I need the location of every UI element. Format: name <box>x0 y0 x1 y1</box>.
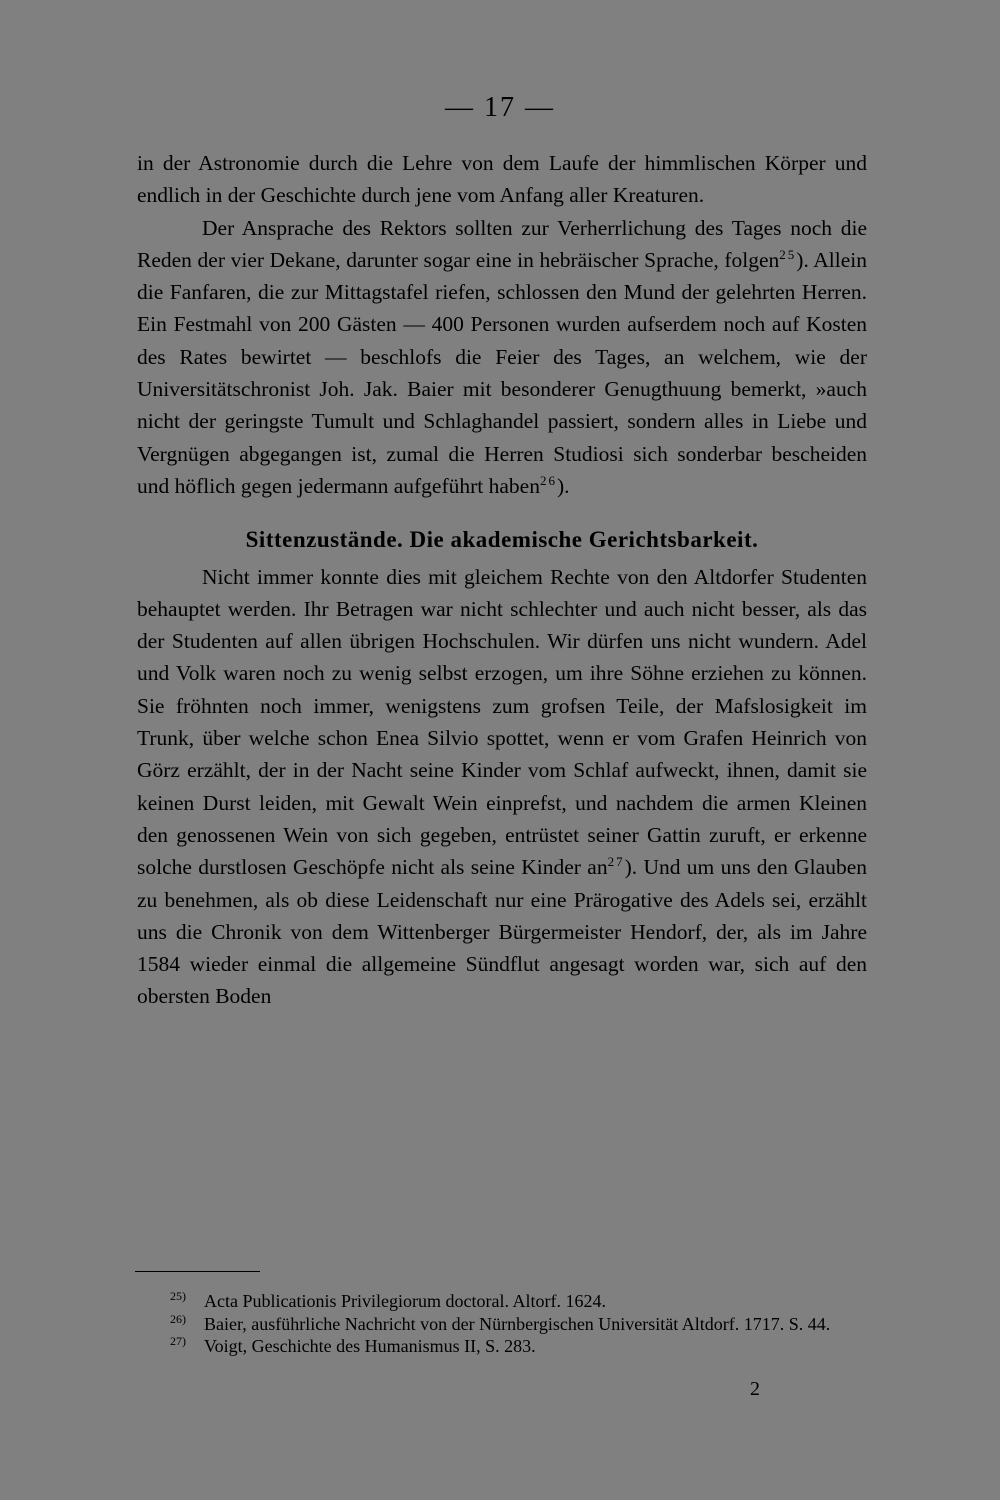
paragraph-rector-speech <box>137 212 867 503</box>
page-number: — 17 — <box>445 92 555 123</box>
paragraph-text: ). Und um uns den Glauben zu benehmen, als ob diese Leidenschaft nur eine Prärogative des Adels sei, erzählt uns die Chronik von dem Wittenberger Bürgermeister Hendorf, der, als im Jahre 1584 wieder einmal die allgemeine Sündflut angesagt worden war, sich auf den obersten Boden <box>137 855 867 1009</box>
paragraph-text: Nicht immer konnte dies mit gleichem Rechte von den Altdorfer Studenten behauptet werden. Ihr Betragen war nicht schlechter und auch nicht besser, als das der Studenten auf allen übrigen Hochschulen. Wir dürfen uns nicht wundern. Adel und Volk waren noch zu wenig selbst erzogen, um ihre Söhne erziehen zu können. Sie fröhnten noch immer, wenigstens zum grofsen Teile, der Mafslosigkeit im Trunk, über welche schon Enea Silvio spottet, wenn er vom Grafen Heinrich von Görz erzählt, der in der Nacht seine Kinder vom Schlaf aufweckt, ihnen, damit sie keinen Durst leiden, mit Gewalt Wein einprefst, und nachdem die armen Kleinen den genossenen Wein von sich gegeben, entrüstet seiner Gattin zuruft, er erkenne solche durstlosen Geschöpfe nicht als seine Kinder an <box>137 564 867 880</box>
section-heading: Sittenzustände. Die akademische Gerichtsbarkeit. <box>245 527 759 553</box>
footnote-25: 25) Acta Publicationis Privilegiorum doctoral. Altorf. 1624. <box>170 1289 606 1311</box>
footnote-text: Voigt, Geschichte des Humanismus II, S. 283. <box>204 1336 536 1356</box>
footnote-27: 27) Voigt, Geschichte des Humanismus II, S. 283. <box>170 1334 536 1356</box>
paragraph-text: ). <box>556 473 570 498</box>
printer-signature: 2 <box>750 1378 760 1400</box>
paragraph-continued <box>137 147 867 212</box>
paragraph-text: ). Allein die Fanfaren, die zur Mittagstafel riefen, schlossen den Mund der gelehrten Herren. Ein Festmahl von 200 Gästen — 400 Personen wurden aufserdem noch auf Kosten des Rates bewirtet — beschlofs die Feier des Tages, an welchem, wie der Universitätschronist Joh. Jak. Baier mit besonderer Genugthuung bemerkt, »auch nicht der geringste Tumult und Schlaghandel passiert, sondern alles in Liebe und Vergnügen abgegangen ist, zumal die Herren Studiosi sich sonderbar bescheiden und höflich gegen jedermann aufgeführt haben <box>137 247 867 498</box>
footnote-text: Acta Publicationis Privilegiorum doctoral. Altorf. 1624. <box>204 1291 606 1311</box>
paragraph-customs <box>137 561 867 1013</box>
footnote-ref-25[interactable]: 25 <box>779 246 797 262</box>
footnotes <box>170 1290 870 1358</box>
paragraph-text: Der Ansprache des Rektors sollten zur Verherrlichung des Tages noch die Reden der vier Dekane, darunter sogar eine in hebräischer Sprache, folgen <box>137 215 867 272</box>
footnote-divider <box>135 1271 260 1272</box>
main-text <box>137 147 867 1013</box>
footnote-text: Baier, ausführliche Nachricht von der Nürnbergischen Universität Altdorf. 1717. S. 44. <box>204 1313 831 1334</box>
footnote-ref-27[interactable]: 27 <box>607 854 625 870</box>
footnote-26: 26) Baier, ausführliche Nachricht von der Nürnbergischen Universität Altdorf. 1717. S. 44. <box>170 1311 831 1334</box>
paragraph-text: in der Astronomie durch die Lehre von dem Laufe der himmlischen Körper und endlich in der Geschichte durch jene vom Anfang aller Kreaturen. <box>137 151 867 208</box>
footnote-ref-26[interactable]: 26 <box>539 472 557 488</box>
